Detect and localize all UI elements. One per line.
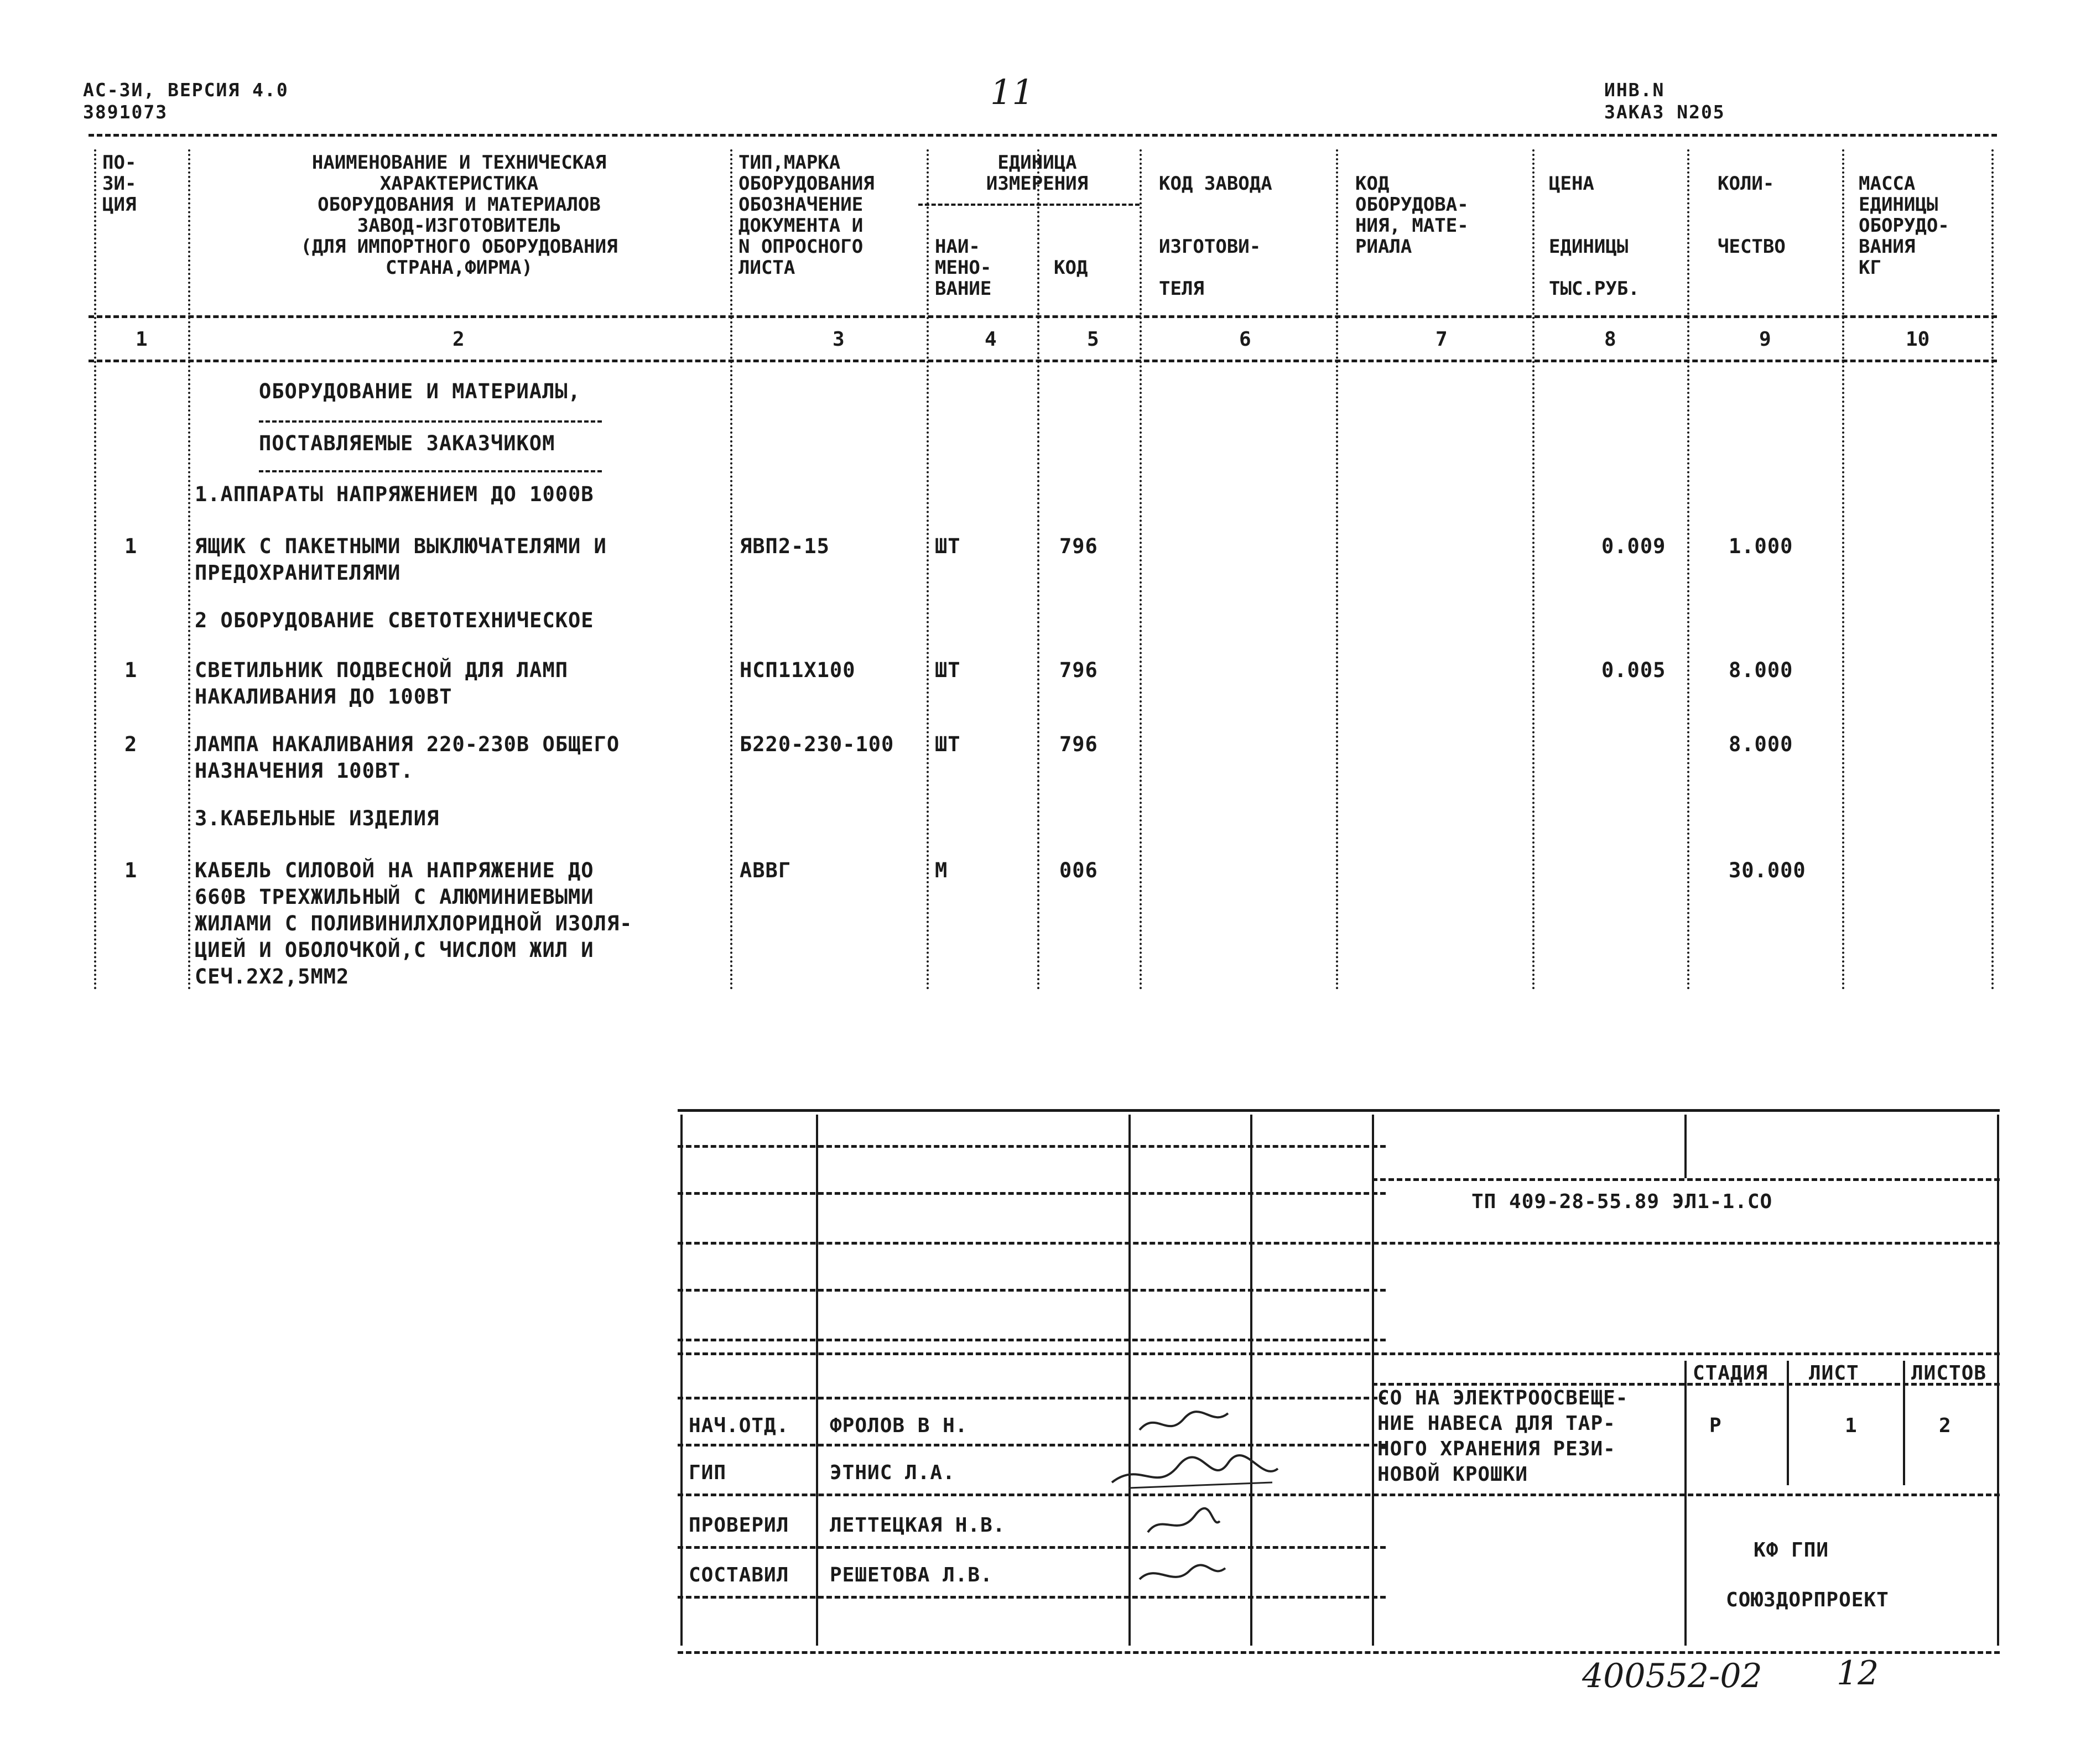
sheet-label: ЛИСТ <box>1809 1362 1859 1385</box>
table-row-price: 0.005 <box>1601 658 1666 682</box>
col-head-unit-name: НАИ- МЕНО- ВАНИЕ <box>935 236 992 300</box>
page-mark: 11 <box>990 72 1034 112</box>
staff-name: РЕШЕТОВА Л.В. <box>830 1564 993 1586</box>
signature-mark <box>1134 1557 1228 1596</box>
col-num-2: 2 <box>452 328 465 351</box>
col-head-mass: МАССА ЕДИНИЦЫ ОБОРУДО- ВАНИЯ КГ <box>1859 173 1949 279</box>
section-heading: ПОСТАВЛЯЕМЫЕ ЗАКАЗЧИКОМ <box>259 431 555 455</box>
col-num-7: 7 <box>1435 328 1448 351</box>
table-row-name: ЯЩИК С ПАКЕТНЫМИ ВЫКЛЮЧАТЕЛЯМИ И ПРЕДОХРАНИТЕЛЯМИ <box>195 534 607 585</box>
table-row-unit: ШТ <box>935 658 961 682</box>
signature-mark <box>1134 1405 1234 1444</box>
page-number: 12 <box>1837 1654 1879 1693</box>
archive-number: 400552-02 <box>1582 1657 1762 1695</box>
table-row-quantity: 8.000 <box>1729 658 1793 682</box>
col-num-5: 5 <box>1087 328 1099 351</box>
col-head-type: ТИП,МАРКА ОБОРУДОВАНИЯ ОБОЗНАЧЕНИЕ ДОКУМЕНТА И N ОПРОСНОГО ЛИСТА <box>738 152 875 279</box>
table-row-name: КАБЕЛЬ СИЛОВОЙ НА НАПРЯЖЕНИЕ ДО 660В ТРЕХЖИЛЬНЫЙ С АЛЮМИНИЕВЫМИ ЖИЛАМИ С ПОЛИВИНИЛХЛОРИДНОЙ ИЗОЛЯ- ЦИЕЙ И ОБОЛОЧКОЙ,С ЧИСЛОМ ЖИЛ И СЕЧ.2Х2,5ММ2 <box>195 858 633 988</box>
table-row-position: 1 <box>124 858 138 882</box>
table-row-price: 0.009 <box>1601 534 1666 558</box>
col-num-3: 3 <box>833 328 845 351</box>
signature-mark <box>1140 1505 1223 1543</box>
table-row-code: 796 <box>1059 534 1098 558</box>
stage-label: СТАДИЯ <box>1693 1362 1768 1385</box>
col-num-8: 8 <box>1604 328 1616 351</box>
col-num-6: 6 <box>1239 328 1251 351</box>
col-head-quantity: КОЛИ- ЧЕСТВО <box>1718 173 1786 258</box>
table-row-position: 1 <box>124 534 138 558</box>
document-title: СО НА ЭЛЕКТРООСВЕЩЕ- НИЕ НАВЕСА ДЛЯ ТАР- НОГО ХРАНЕНИЯ РЕЗИ- НОВОЙ КРОШКИ <box>1377 1387 1629 1486</box>
stage-value: Р <box>1709 1414 1722 1437</box>
table-row-name: ЛАМПА НАКАЛИВАНИЯ 220-230В ОБЩЕГО НАЗНАЧЕНИЯ 100ВТ. <box>195 732 620 783</box>
col-num-10: 10 <box>1906 328 1930 351</box>
table-row-type: Б220-230-100 <box>740 732 894 756</box>
staff-name: ЛЕТТЕЦКАЯ Н.В. <box>830 1514 1006 1537</box>
staff-name: ЭТНИС Л.А. <box>830 1461 955 1484</box>
organization-branch: КФ ГПИ <box>1754 1539 1829 1562</box>
staff-role: ПРОВЕРИЛ <box>689 1514 789 1537</box>
sheets-label: ЛИСТОВ <box>1911 1362 1987 1385</box>
col-head-plant-code: КОД ЗАВОДА ИЗГОТОВИ- ТЕЛЯ <box>1159 173 1272 300</box>
table-row-type: НСП11Х100 <box>740 658 856 682</box>
group-heading: 3.КАБЕЛЬНЫЕ ИЗДЕЛИЯ <box>195 806 440 830</box>
section-heading: ОБОРУДОВАНИЕ И МАТЕРИАЛЫ, <box>259 379 581 403</box>
program-version: АС-ЗИ, ВЕРСИЯ 4.0 <box>83 79 289 101</box>
staff-role: НАЧ.ОТД. <box>689 1414 789 1437</box>
table-row-quantity: 1.000 <box>1729 534 1793 558</box>
group-heading: 1.АППАРАТЫ НАПРЯЖЕНИЕМ ДО 1000В <box>195 482 594 506</box>
col-head-unit-group: ЕДИНИЦА ИЗМЕРЕНИЯ <box>986 152 1089 195</box>
col-head-equipment-code: КОД ОБОРУДОВА- НИЯ, МАТЕ- РИАЛА <box>1355 173 1469 258</box>
table-row-unit: ШТ <box>935 732 961 756</box>
signature-mark <box>1106 1449 1283 1499</box>
table-row-unit: ШТ <box>935 534 961 558</box>
staff-name: ФРОЛОВ В Н. <box>830 1414 968 1437</box>
table-row-quantity: 30.000 <box>1729 858 1806 882</box>
table-row-type: АВВГ <box>740 858 792 882</box>
table-row-type: ЯВП2-15 <box>740 534 830 558</box>
document-code: 3891073 <box>83 101 168 123</box>
col-head-unit-code: КОД <box>1054 257 1088 279</box>
staff-role: СОСТАВИЛ <box>689 1564 789 1586</box>
col-num-1: 1 <box>136 328 148 351</box>
table-row-name: СВЕТИЛЬНИК ПОДВЕСНОЙ ДЛЯ ЛАМП НАКАЛИВАНИЯ ДО 100ВТ <box>195 658 569 709</box>
col-head-position: ПО- ЗИ- ЦИЯ <box>102 152 137 216</box>
col-num-9: 9 <box>1759 328 1771 351</box>
col-num-4: 4 <box>985 328 997 351</box>
table-row-unit: М <box>935 858 948 882</box>
order-number: ЗАКАЗ N205 <box>1604 101 1725 123</box>
col-head-price: ЦЕНА ЕДИНИЦЫ ТЫС.РУБ. <box>1549 173 1640 300</box>
inventory-label: ИНВ.N <box>1604 79 1665 101</box>
sheet-value: 1 <box>1845 1414 1858 1437</box>
col-head-name: НАИМЕНОВАНИЕ И ТЕХНИЧЕСКАЯ ХАРАКТЕРИСТИКА ОБОРУДОВАНИЯ И МАТЕРИАЛОВ ЗАВОД-ИЗГОТОВИТЕЛЬ (ДЛЯ ИМПОРТНОГО ОБОРУДОВАНИЯ СТРАНА,ФИРМА) <box>300 152 618 279</box>
table-row-position: 1 <box>124 658 138 682</box>
table-row-code: 796 <box>1059 732 1098 756</box>
staff-role: ГИП <box>689 1461 727 1484</box>
table-row-code: 796 <box>1059 658 1098 682</box>
organization-name: СОЮЗДОРПРОЕКТ <box>1726 1589 1889 1611</box>
table-row-code: 006 <box>1059 858 1098 882</box>
document-designation: ТП 409-28-55.89 ЭЛ1-1.СО <box>1471 1190 1773 1213</box>
sheets-value: 2 <box>1939 1414 1952 1437</box>
table-row-position: 2 <box>124 732 138 756</box>
group-heading: 2 ОБОРУДОВАНИЕ СВЕТОТЕХНИЧЕСКОЕ <box>195 608 594 632</box>
table-row-quantity: 8.000 <box>1729 732 1793 756</box>
